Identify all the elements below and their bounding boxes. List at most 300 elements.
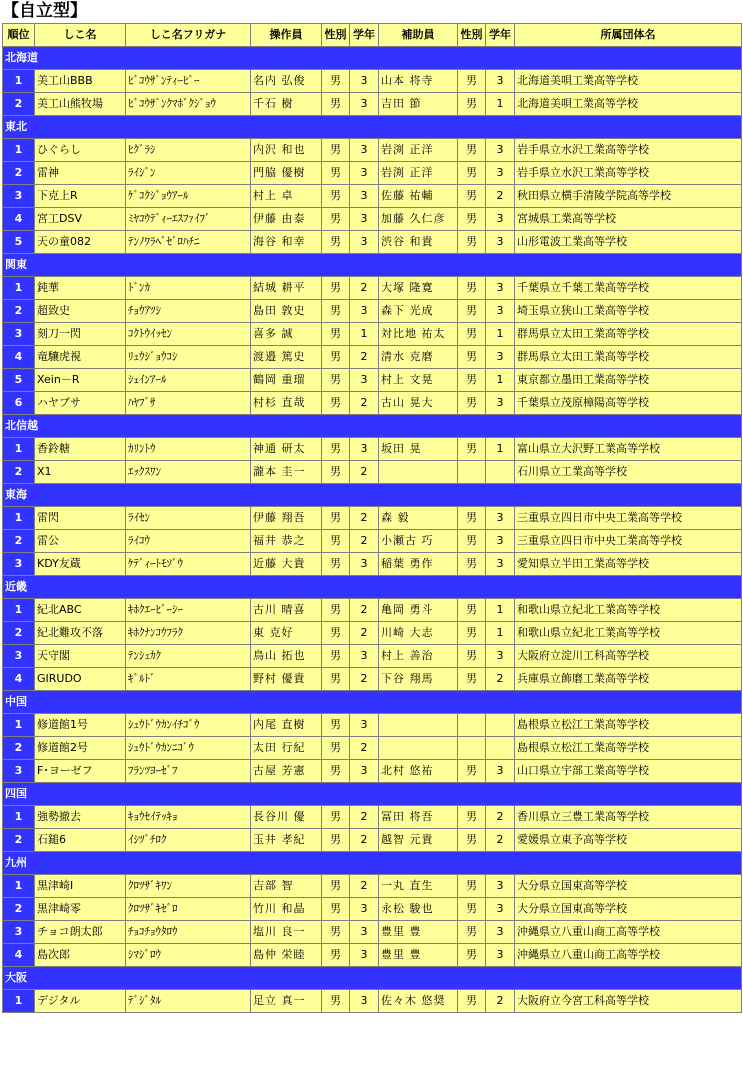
cell-operator: 伊藤 由泰 (251, 208, 322, 231)
cell-school: 千葉県立千葉工業高等学校 (515, 277, 742, 300)
cell-assistant: 佐々木 悠奨 (379, 990, 458, 1013)
table-row (3, 93, 742, 116)
cell-operator-grade: 2 (350, 277, 379, 300)
cell-assistant-grade: 3 (486, 300, 515, 323)
cell-shikona: 雷神 (35, 162, 126, 185)
cell-furigana: ｸﾛﾂｻﾞｷｾﾞﾛ (126, 898, 251, 921)
cell-operator-gender: 男 (322, 921, 350, 944)
cell-operator-grade: 2 (350, 737, 379, 760)
cell-assistant-gender: 男 (458, 645, 486, 668)
table-row (3, 829, 742, 852)
cell-assistant-gender: 男 (458, 507, 486, 530)
cell-assistant-gender: 男 (458, 139, 486, 162)
cell-assistant: 村上 文晃 (379, 369, 458, 392)
cell-school: 大分県立国東高等学校 (515, 875, 742, 898)
region-name: 東北 (3, 116, 742, 139)
cell-assistant-gender: 男 (458, 346, 486, 369)
cell-furigana: ｼｭｳﾄﾞｳｶﾝﾆｺﾞｳ (126, 737, 251, 760)
cell-shikona: 紀北難攻不落 (35, 622, 126, 645)
cell-shikona: X1 (35, 461, 126, 484)
table-row (3, 622, 742, 645)
cell-assistant-gender: 男 (458, 829, 486, 852)
region-row (3, 783, 742, 806)
cell-assistant-grade: 3 (486, 898, 515, 921)
cell-rank: 2 (3, 898, 35, 921)
cell-operator-gender: 男 (322, 507, 350, 530)
cell-operator-gender: 男 (322, 668, 350, 691)
cell-rank: 4 (3, 668, 35, 691)
cell-operator-gender: 男 (322, 990, 350, 1013)
cell-school: 富山県立大沢野工業高等学校 (515, 438, 742, 461)
cell-operator-gender: 男 (322, 530, 350, 553)
region-name: 大阪 (3, 967, 742, 990)
cell-shikona: 超致史 (35, 300, 126, 323)
cell-assistant-grade: 3 (486, 760, 515, 783)
cell-furigana: ﾃﾝﾉﾜﾗﾍﾞｾﾞﾛﾊﾁﾆ (126, 231, 251, 254)
cell-assistant: 古山 晃大 (379, 392, 458, 415)
region-name: 九州 (3, 852, 742, 875)
cell-assistant: 森 毅 (379, 507, 458, 530)
cell-operator-grade: 3 (350, 553, 379, 576)
cell-operator: 古屋 芳憲 (251, 760, 322, 783)
cell-operator-grade: 2 (350, 599, 379, 622)
cell-assistant-grade: 2 (486, 806, 515, 829)
region-row (3, 967, 742, 990)
region-row (3, 484, 742, 507)
cell-assistant: 稲葉 勇作 (379, 553, 458, 576)
cell-operator-gender: 男 (322, 760, 350, 783)
cell-operator-grade: 3 (350, 93, 379, 116)
table-row (3, 231, 742, 254)
cell-operator: 結城 耕平 (251, 277, 322, 300)
cell-assistant: 森下 光成 (379, 300, 458, 323)
cell-operator-gender: 男 (322, 875, 350, 898)
header-assistant-grade: 学年 (486, 24, 515, 47)
cell-operator-grade: 3 (350, 944, 379, 967)
cell-school: 群馬県立太田工業高等学校 (515, 323, 742, 346)
cell-shikona: GIRUDO (35, 668, 126, 691)
cell-operator-gender: 男 (322, 622, 350, 645)
table-row (3, 553, 742, 576)
cell-school: 愛媛県立東予高等学校 (515, 829, 742, 852)
cell-assistant (379, 714, 458, 737)
cell-operator-gender: 男 (322, 806, 350, 829)
table-row (3, 346, 742, 369)
cell-assistant: 佐藤 祐輔 (379, 185, 458, 208)
cell-rank: 2 (3, 622, 35, 645)
header-shikona: しこ名 (35, 24, 126, 47)
cell-assistant (379, 737, 458, 760)
cell-assistant-grade: 1 (486, 323, 515, 346)
results-table (2, 23, 742, 1013)
cell-operator-gender: 男 (322, 139, 350, 162)
cell-operator-grade: 1 (350, 323, 379, 346)
cell-assistant: 大塚 隆寛 (379, 277, 458, 300)
cell-assistant: 豊里 豊 (379, 944, 458, 967)
cell-furigana: ﾐﾔｺｳﾃﾞｨｰｴｽﾌｧｲﾌﾞ (126, 208, 251, 231)
cell-shikona: 下克上R (35, 185, 126, 208)
cell-furigana: ｴｯｸｽﾜﾝ (126, 461, 251, 484)
cell-school: 大阪府立淀川工科高等学校 (515, 645, 742, 668)
cell-operator-grade: 2 (350, 507, 379, 530)
table-row (3, 323, 742, 346)
cell-school: 愛知県立半田工業高等学校 (515, 553, 742, 576)
cell-assistant-gender: 男 (458, 599, 486, 622)
cell-shikona: 修道館2号 (35, 737, 126, 760)
cell-shikona: F･ヨーゼフ (35, 760, 126, 783)
cell-assistant: 永松 駿也 (379, 898, 458, 921)
header-operator-gender: 性別 (322, 24, 350, 47)
cell-furigana: ｼﾏｼﾞﾛｳ (126, 944, 251, 967)
cell-furigana: ﾊﾔﾌﾞｻ (126, 392, 251, 415)
cell-assistant-grade: 3 (486, 645, 515, 668)
cell-assistant-grade: 3 (486, 875, 515, 898)
cell-operator: 鳥山 拓也 (251, 645, 322, 668)
cell-assistant: 渋谷 和貴 (379, 231, 458, 254)
table-row (3, 438, 742, 461)
cell-assistant-grade: 2 (486, 990, 515, 1013)
cell-assistant-grade: 3 (486, 139, 515, 162)
cell-rank: 1 (3, 438, 35, 461)
cell-school: 三重県立四日市中央工業高等学校 (515, 507, 742, 530)
cell-operator: 竹川 和晶 (251, 898, 322, 921)
header-furigana: しこ名フリガナ (126, 24, 251, 47)
cell-operator: 門脇 優樹 (251, 162, 322, 185)
cell-shikona: 美工山熊牧場 (35, 93, 126, 116)
cell-school: 群馬県立太田工業高等学校 (515, 346, 742, 369)
table-row (3, 990, 742, 1013)
cell-assistant-gender: 男 (458, 553, 486, 576)
cell-operator-gender: 男 (322, 208, 350, 231)
cell-furigana: ﾋｸﾞﾗｼ (126, 139, 251, 162)
cell-assistant: 岩渕 正洋 (379, 139, 458, 162)
cell-assistant: 岩渕 正洋 (379, 162, 458, 185)
table-row (3, 714, 742, 737)
cell-school: 島根県立松江工業高等学校 (515, 737, 742, 760)
page-title: 【自立型】 (2, 1, 87, 21)
cell-operator-gender: 男 (322, 369, 350, 392)
cell-assistant-gender: 男 (458, 185, 486, 208)
cell-operator-gender: 男 (322, 185, 350, 208)
cell-furigana: ﾗｲｼﾞﾝ (126, 162, 251, 185)
cell-shikona: デジタル (35, 990, 126, 1013)
region-name: 中国 (3, 691, 742, 714)
cell-operator-gender: 男 (322, 323, 350, 346)
table-row (3, 921, 742, 944)
cell-operator: 野村 優貴 (251, 668, 322, 691)
cell-furigana: ﾋﾞｺｳｻﾞﾝﾃｨｰﾋﾞｰ (126, 70, 251, 93)
cell-operator: 名内 弘俊 (251, 70, 322, 93)
cell-school: 和歌山県立紀北工業高等学校 (515, 599, 742, 622)
cell-shikona: 美工山BBB (35, 70, 126, 93)
cell-rank: 6 (3, 392, 35, 415)
cell-rank: 1 (3, 806, 35, 829)
cell-rank: 2 (3, 737, 35, 760)
cell-furigana: ﾁｮｳｱﾂｼ (126, 300, 251, 323)
cell-operator: 鶴岡 重瑠 (251, 369, 322, 392)
table-row (3, 277, 742, 300)
cell-operator-grade: 3 (350, 714, 379, 737)
cell-furigana: ﾗｲｺｳ (126, 530, 251, 553)
cell-assistant-gender (458, 737, 486, 760)
header-operator: 操作員 (251, 24, 322, 47)
region-row (3, 47, 742, 70)
cell-operator-gender: 男 (322, 461, 350, 484)
header-school: 所属団体名 (515, 24, 742, 47)
header-operator-grade: 学年 (350, 24, 379, 47)
cell-operator: 玉井 孝紀 (251, 829, 322, 852)
cell-assistant-gender: 男 (458, 70, 486, 93)
cell-assistant-gender: 男 (458, 231, 486, 254)
cell-operator-grade: 3 (350, 185, 379, 208)
cell-operator-grade: 2 (350, 346, 379, 369)
cell-rank: 1 (3, 277, 35, 300)
cell-shikona: 鈍華 (35, 277, 126, 300)
cell-operator: 長谷川 優 (251, 806, 322, 829)
cell-rank: 5 (3, 369, 35, 392)
cell-operator: 太田 行紀 (251, 737, 322, 760)
cell-assistant-grade: 1 (486, 438, 515, 461)
region-name: 四国 (3, 783, 742, 806)
cell-assistant-grade: 2 (486, 185, 515, 208)
cell-school: 大分県立国東高等学校 (515, 898, 742, 921)
cell-furigana: ｷﾎｸﾅﾝｺｳﾌﾗｸ (126, 622, 251, 645)
cell-assistant-grade (486, 714, 515, 737)
region-row (3, 116, 742, 139)
table-row (3, 185, 742, 208)
cell-assistant-gender: 男 (458, 369, 486, 392)
cell-operator-grade: 3 (350, 139, 379, 162)
cell-operator-gender: 男 (322, 645, 350, 668)
region-row (3, 415, 742, 438)
cell-rank: 1 (3, 714, 35, 737)
table-row (3, 737, 742, 760)
cell-assistant-grade (486, 461, 515, 484)
region-name: 北海道 (3, 47, 742, 70)
cell-furigana: ｷｮｳｾｲﾃｯｷｮ (126, 806, 251, 829)
cell-shikona: 雷公 (35, 530, 126, 553)
cell-operator-grade: 2 (350, 668, 379, 691)
cell-operator-grade: 2 (350, 461, 379, 484)
cell-assistant-gender: 男 (458, 93, 486, 116)
cell-rank: 3 (3, 323, 35, 346)
cell-furigana: ﾘｭｳｼﾞｮｳｺｼ (126, 346, 251, 369)
cell-furigana: ﾃﾝｼｭｶｸ (126, 645, 251, 668)
cell-operator-gender: 男 (322, 438, 350, 461)
cell-shikona: 竜驤虎視 (35, 346, 126, 369)
cell-shikona: 石鎚6 (35, 829, 126, 852)
table-row (3, 944, 742, 967)
cell-school: 岩手県立水沢工業高等学校 (515, 139, 742, 162)
cell-operator-grade: 2 (350, 622, 379, 645)
cell-assistant-gender: 男 (458, 806, 486, 829)
cell-rank: 3 (3, 760, 35, 783)
cell-school: 秋田県立横手清陵学院高等学校 (515, 185, 742, 208)
cell-furigana: ｸﾛﾂｻﾞｷﾜﾝ (126, 875, 251, 898)
cell-assistant-grade: 3 (486, 208, 515, 231)
cell-school: 兵庫県立飾磨工業高等学校 (515, 668, 742, 691)
cell-operator-gender: 男 (322, 231, 350, 254)
cell-operator: 近藤 大貴 (251, 553, 322, 576)
cell-rank: 1 (3, 599, 35, 622)
table-row (3, 599, 742, 622)
cell-school: 沖縄県立八重山商工高等学校 (515, 921, 742, 944)
cell-shikona: 修道館1号 (35, 714, 126, 737)
cell-furigana: ｺｸﾄｳｲｯｾﾝ (126, 323, 251, 346)
cell-assistant-gender: 男 (458, 323, 486, 346)
cell-operator-grade: 2 (350, 806, 379, 829)
region-row (3, 691, 742, 714)
table-row (3, 530, 742, 553)
cell-operator-gender: 男 (322, 392, 350, 415)
cell-assistant-gender: 男 (458, 921, 486, 944)
cell-rank: 3 (3, 921, 35, 944)
cell-rank: 2 (3, 530, 35, 553)
cell-rank: 1 (3, 139, 35, 162)
table-row (3, 875, 742, 898)
region-row (3, 254, 742, 277)
table-row (3, 162, 742, 185)
cell-operator: 村上 卓 (251, 185, 322, 208)
cell-furigana: ｷﾞﾙﾄﾞ (126, 668, 251, 691)
cell-assistant: 対比地 祐太 (379, 323, 458, 346)
cell-operator: 吉部 智 (251, 875, 322, 898)
cell-rank: 1 (3, 875, 35, 898)
table-row (3, 208, 742, 231)
table-row (3, 70, 742, 93)
cell-operator: 渡邉 篤史 (251, 346, 322, 369)
cell-assistant: 下谷 翔馬 (379, 668, 458, 691)
cell-rank: 4 (3, 208, 35, 231)
cell-shikona: 刻刀一閃 (35, 323, 126, 346)
cell-furigana: ｼｪｲﾝｱｰﾙ (126, 369, 251, 392)
cell-shikona: KDY友蔵 (35, 553, 126, 576)
cell-assistant-grade: 1 (486, 599, 515, 622)
cell-assistant-grade: 2 (486, 829, 515, 852)
table-row (3, 806, 742, 829)
cell-assistant-gender: 男 (458, 208, 486, 231)
cell-shikona: 天の童082 (35, 231, 126, 254)
cell-operator-grade: 3 (350, 990, 379, 1013)
cell-assistant: 山本 将寺 (379, 70, 458, 93)
cell-assistant-grade: 1 (486, 369, 515, 392)
cell-assistant-grade: 1 (486, 622, 515, 645)
cell-assistant: 北村 悠祐 (379, 760, 458, 783)
cell-operator: 神通 研太 (251, 438, 322, 461)
cell-assistant: 坂田 晃 (379, 438, 458, 461)
cell-operator: 内沢 和也 (251, 139, 322, 162)
cell-operator-grade: 3 (350, 645, 379, 668)
cell-school: 山口県立宇部工業高等学校 (515, 760, 742, 783)
cell-operator-gender: 男 (322, 553, 350, 576)
cell-assistant: 清水 克磨 (379, 346, 458, 369)
cell-operator-gender: 男 (322, 829, 350, 852)
cell-operator-grade: 3 (350, 369, 379, 392)
cell-rank: 1 (3, 507, 35, 530)
cell-assistant-gender: 男 (458, 760, 486, 783)
region-name: 関東 (3, 254, 742, 277)
cell-assistant-grade: 3 (486, 392, 515, 415)
cell-school: 宮城県工業高等学校 (515, 208, 742, 231)
table-row (3, 139, 742, 162)
cell-shikona: 紀北ABC (35, 599, 126, 622)
cell-rank: 1 (3, 990, 35, 1013)
cell-assistant: 吉田 節 (379, 93, 458, 116)
cell-assistant-grade: 3 (486, 277, 515, 300)
cell-operator: 喜多 誠 (251, 323, 322, 346)
cell-operator-gender: 男 (322, 599, 350, 622)
cell-school: 香川県立三豊工業高等学校 (515, 806, 742, 829)
cell-assistant: 冨田 将吾 (379, 806, 458, 829)
cell-operator: 足立 真一 (251, 990, 322, 1013)
cell-operator: 海谷 和幸 (251, 231, 322, 254)
cell-operator: 塩川 良一 (251, 921, 322, 944)
cell-assistant-gender: 男 (458, 392, 486, 415)
cell-furigana: ｶﾘﾝﾄｳ (126, 438, 251, 461)
cell-assistant-grade: 3 (486, 507, 515, 530)
cell-school: 北海道美唄工業高等学校 (515, 70, 742, 93)
cell-assistant: 亀岡 勇斗 (379, 599, 458, 622)
cell-furigana: ｲｼﾂﾞﾁﾛｸ (126, 829, 251, 852)
region-name: 北信越 (3, 415, 742, 438)
cell-school: 沖縄県立八重山商工高等学校 (515, 944, 742, 967)
cell-assistant-gender: 男 (458, 438, 486, 461)
cell-furigana: ﾗｲｾﾝ (126, 507, 251, 530)
cell-assistant: 川崎 大志 (379, 622, 458, 645)
header-rank: 順位 (3, 24, 35, 47)
cell-assistant-gender: 男 (458, 898, 486, 921)
table-row (3, 760, 742, 783)
cell-operator: 千石 樹 (251, 93, 322, 116)
cell-assistant-gender: 男 (458, 622, 486, 645)
cell-operator-grade: 2 (350, 875, 379, 898)
region-name: 近畿 (3, 576, 742, 599)
cell-shikona: 宮工DSV (35, 208, 126, 231)
cell-assistant-gender (458, 461, 486, 484)
cell-operator: 島田 敦史 (251, 300, 322, 323)
cell-operator: 内尾 直樹 (251, 714, 322, 737)
cell-assistant-grade: 3 (486, 70, 515, 93)
cell-shikona: 香鈴糖 (35, 438, 126, 461)
cell-assistant-grade: 3 (486, 530, 515, 553)
cell-operator-gender: 男 (322, 277, 350, 300)
cell-operator-gender: 男 (322, 898, 350, 921)
cell-furigana: ﾁｮｺﾁｮｳﾀﾛｳ (126, 921, 251, 944)
cell-furigana: ﾃﾞｼﾞﾀﾙ (126, 990, 251, 1013)
region-row (3, 852, 742, 875)
cell-rank: 3 (3, 645, 35, 668)
cell-assistant-grade: 3 (486, 162, 515, 185)
cell-assistant: 小瀬古 巧 (379, 530, 458, 553)
header-row (3, 24, 742, 47)
cell-assistant-grade: 3 (486, 346, 515, 369)
region-row (3, 576, 742, 599)
cell-operator: 伊藤 翔吾 (251, 507, 322, 530)
cell-furigana: ﾄﾞﾝｶ (126, 277, 251, 300)
cell-assistant-grade: 1 (486, 93, 515, 116)
cell-rank: 2 (3, 162, 35, 185)
cell-operator-gender: 男 (322, 300, 350, 323)
cell-school: 岩手県立水沢工業高等学校 (515, 162, 742, 185)
table-row (3, 507, 742, 530)
cell-rank: 2 (3, 300, 35, 323)
cell-operator-gender: 男 (322, 70, 350, 93)
cell-operator: 瀧本 圭一 (251, 461, 322, 484)
cell-operator-gender: 男 (322, 162, 350, 185)
cell-assistant: 一丸 直生 (379, 875, 458, 898)
cell-furigana: ｷﾎｸｴｰﾋﾞｰｼｰ (126, 599, 251, 622)
cell-rank: 4 (3, 944, 35, 967)
